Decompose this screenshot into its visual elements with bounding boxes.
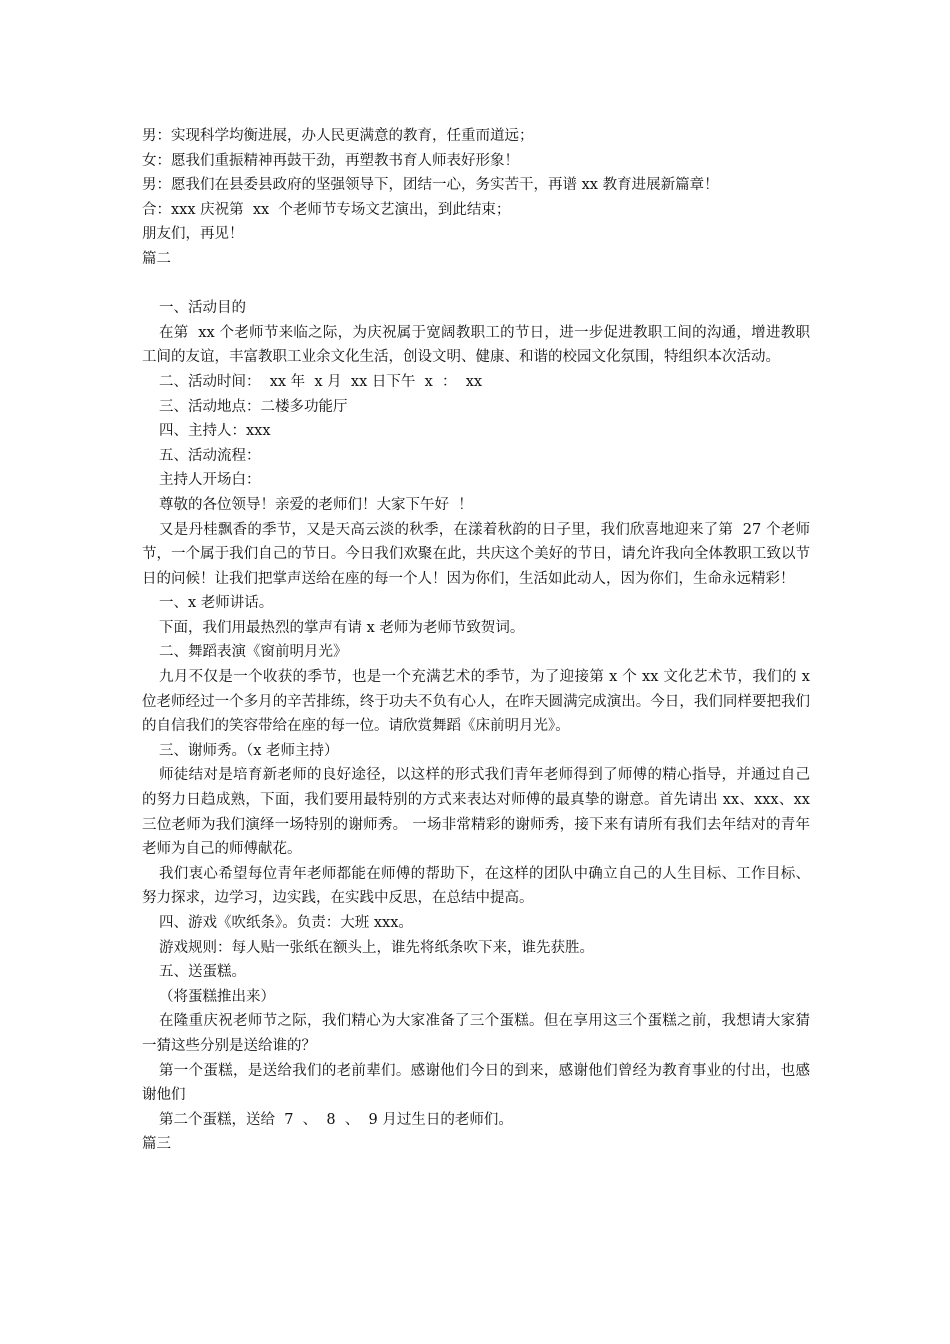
- paragraph: 二、活动时间： xx 年 x 月 xx 日下午 x ： xx: [159, 373, 483, 390]
- paragraph: 合：xxx 庆祝第 xx 个老师节专场文艺演出，到此结束；: [142, 201, 511, 218]
- paragraph: 又是丹桂飘香的季节，又是天高云淡的秋季，在漾着秋韵的日子里，我们欣喜地迎来了第 27 个老师节，一个属于我们自己的节日。今日我们欢聚在此，共庆这个美好的节日，请允许我向全体教职工致以节日的问候！让我们把掌声送给在座的每一个人！因为你们，生活如此动人，因为你们，生命永远精彩！: [142, 521, 810, 587]
- paragraph: 三、活动地点：二楼多功能厅: [159, 398, 348, 415]
- paragraph: 游戏规则：每人贴一张纸在额头上，谁先将纸条吹下来，谁先获胜。: [159, 939, 594, 956]
- paragraph: （将蛋糕推出来）: [159, 988, 275, 1005]
- paragraph: 男：愿我们在县委县政府的坚强领导下，团结一心，务实苦干，再谱 xx 教育进展新篇章！: [142, 177, 719, 194]
- paragraph: 四、游戏《吹纸条》。负责：大班 xxx。: [159, 915, 413, 931]
- paragraph: 在隆重庆祝老师节之际，我们精心为大家准备了三个蛋糕。但在享用这三个蛋糕之前，我想请大家猜一猜这些分别是送给谁的？: [142, 1013, 810, 1054]
- paragraph: 朋友们，再见！: [142, 226, 244, 243]
- paragraph: 主持人开场白：: [159, 472, 261, 489]
- paragraph: 五、送蛋糕。: [159, 964, 246, 981]
- paragraph: 一、活动目的: [159, 300, 246, 317]
- paragraph: 尊敬的各位领导！亲爱的老师们！大家下午好 ！: [159, 496, 473, 513]
- paragraph: 九月不仅是一个收获的季节，也是一个充满艺术的季节，为了迎接第 x 个 xx 文化艺术节，我们的 x 位老师经过一个多月的辛苦排练，终于功夫不负有心人，在昨天圆满完成演出。今日，我们同样要把我们的自信我们的笑容带给在座的每一位。请欣赏舞蹈《床前明月光》。: [142, 669, 815, 735]
- paragraph: 二、舞蹈表演《窗前明月光》: [159, 644, 348, 661]
- paragraph: 五、活动流程：: [159, 447, 261, 464]
- paragraph: 男：实现科学均衡进展，办人民更满意的教育，任重而道远；: [142, 128, 534, 144]
- paragraph: 四、主持人：xxx: [159, 423, 271, 440]
- paragraph: 三、谢师秀。（x 老师主持）: [159, 742, 339, 759]
- paragraph: 篇三: [142, 1136, 171, 1153]
- paragraph: 下面，我们用最热烈的掌声有请 x 老师为老师节致贺词。: [159, 619, 525, 636]
- paragraph: 一、x 老师讲话。: [159, 595, 274, 612]
- paragraph: 我们衷心希望每位青年老师都能在师傅的帮助下，在这样的团队中确立自己的人生目标、工作目标、努力探求，边学习，边实践，在实践中反思，在总结中提高。: [142, 865, 810, 907]
- paragraph: 第二个蛋糕，送给 7 、 8 、 9 月过生日的老师们。: [159, 1111, 513, 1128]
- blank-line: [142, 272, 810, 297]
- paragraph: 女：愿我们重振精神再鼓干劲，再塑教书育人师表好形象！: [142, 152, 519, 169]
- paragraph: 在第 xx 个老师节来临之际，为庆祝属于宽阔教职工的节日，进一步促进教职工间的沟通，增进教职工间的友谊，丰富教职工业余文化生活，创设文明、健康、和谐的校园文化氛围，特组织本次活动。: [142, 324, 810, 366]
- paragraph: 篇二: [142, 250, 171, 267]
- paragraph: 师徒结对是培育新老师的良好途径，以这样的形式我们青年老师得到了师傅的精心指导，并通过自己的努力日趋成熟，下面，我们要用最特别的方式来表达对师傅的最真挚的谢意。首先请出 xx、xxx、xx 三位老师为我们演绎一场特别的谢师秀。 一场非常精彩的谢师秀，接下来有请所有我们去年结对的青年老师为自己的师傅献花。: [142, 767, 815, 858]
- document-page: [142, 124, 815, 1157]
- paragraph: 第一个蛋糕，是送给我们的老前辈们。感谢他们今日的到来，感谢他们曾经为教育事业的付出，也感谢他们: [142, 1062, 810, 1104]
- document-body: [142, 124, 815, 1157]
